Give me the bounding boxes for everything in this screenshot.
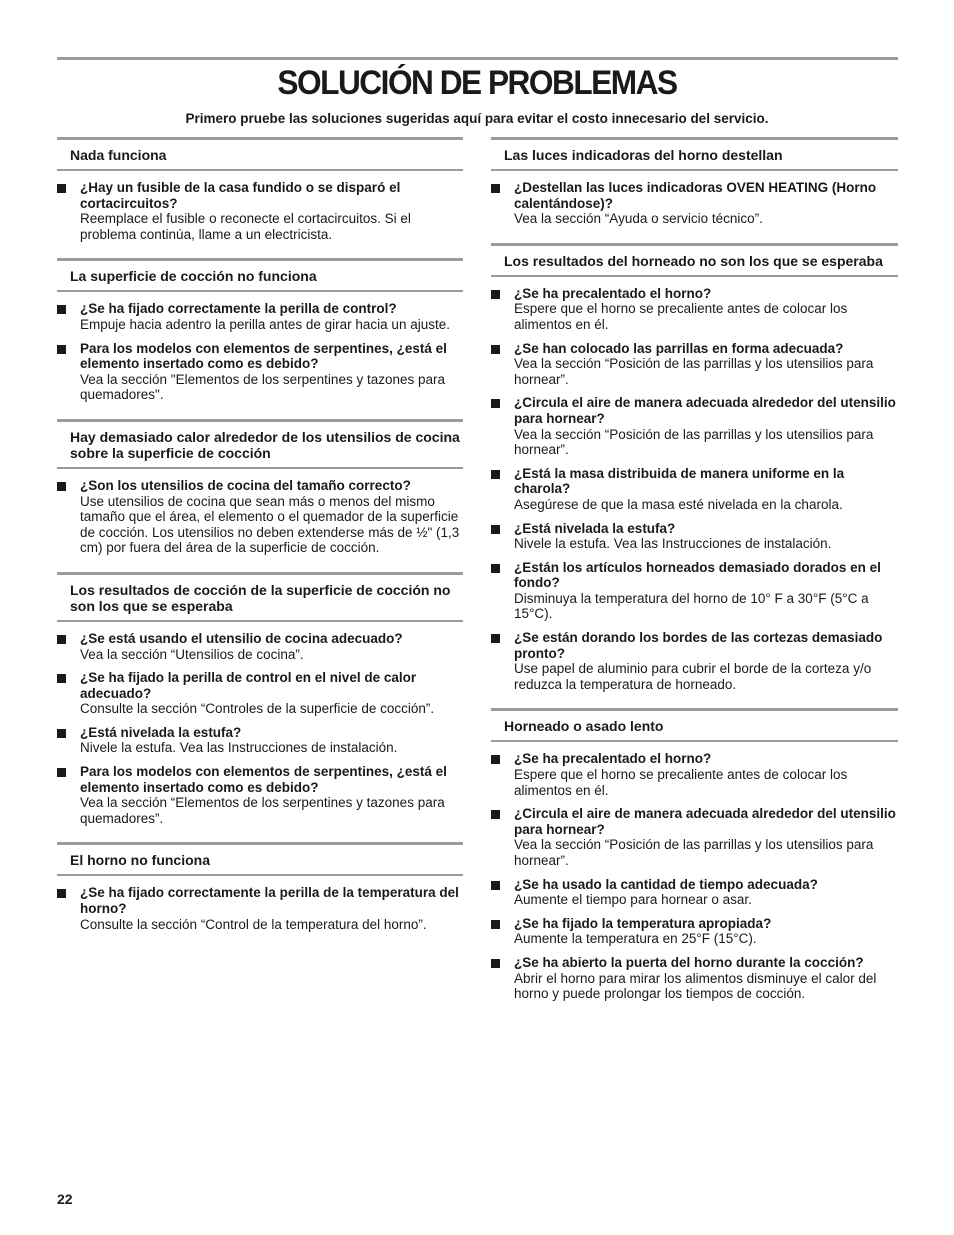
answer-text: Asegúrese de que la masa esté nivelada en la charola. — [514, 496, 843, 512]
section-hay-demasiado-calor-alrededor-de-los-ute — [57, 419, 463, 556]
section-horneado-o-asado-lento — [491, 708, 898, 1001]
square-bullet-icon — [57, 184, 66, 193]
troubleshooting-item — [491, 955, 898, 1002]
question-text: ¿Se ha fijado correctamente la perilla de control? — [80, 301, 397, 317]
troubleshooting-item — [57, 885, 463, 932]
square-bullet-icon — [491, 634, 500, 643]
square-bullet-icon — [491, 564, 500, 573]
troubleshooting-item — [57, 670, 463, 717]
section-heading: Nada funciona — [57, 137, 463, 171]
question-text: ¿Se ha precalentado el horno? — [514, 285, 712, 301]
square-bullet-icon — [491, 399, 500, 408]
section-heading: Los resultados del horneado no son los que se esperaba — [491, 243, 898, 277]
troubleshooting-item — [57, 631, 463, 662]
square-bullet-icon — [491, 881, 500, 890]
troubleshooting-item — [57, 478, 463, 556]
square-bullet-icon — [57, 345, 66, 354]
answer-text: Aumente la temperatura en 25°F (15°C). — [514, 931, 757, 947]
troubleshooting-item — [491, 751, 898, 798]
troubleshooting-item — [491, 395, 898, 457]
section-heading: Las luces indicadoras del horno destellan — [491, 137, 898, 171]
section-los-resultados-del-horneado-no-son-los-q — [491, 243, 898, 693]
square-bullet-icon — [491, 810, 500, 819]
question-text: ¿Se ha precalentado el horno? — [514, 751, 712, 767]
square-bullet-icon — [57, 482, 66, 491]
square-bullet-icon — [491, 184, 500, 193]
question-text: ¿Está nivelada la estufa? — [514, 520, 676, 536]
answer-text: Vea la sección “Elementos de los serpentines y tazones para quemadores”. — [80, 795, 445, 826]
square-bullet-icon — [491, 525, 500, 534]
question-text: ¿Se ha abierto la puerta del horno durante la cocción? — [514, 954, 864, 970]
troubleshooting-item — [57, 301, 463, 332]
section-heading: Los resultados de cocción de la superficie de cocción no son los que se esperaba — [57, 572, 463, 622]
square-bullet-icon — [57, 635, 66, 644]
section-nada-funciona — [57, 137, 463, 242]
section-la-superficie-de-coccion-no-funciona — [57, 258, 463, 403]
answer-text: Abrir el horno para mirar los alimentos disminuye el calor del horno y puede prolongar los tiempos de cocción. — [514, 970, 877, 1002]
answer-text: Empuje hacia adentro la perilla antes de girar hacia un ajuste. — [80, 316, 450, 332]
square-bullet-icon — [491, 470, 500, 479]
answer-text: Espere que el horno se precaliente antes de colocar los alimentos en él. — [514, 767, 848, 798]
question-text: ¿Está la masa distribuida de manera uniforme en la charola? — [514, 465, 845, 497]
square-bullet-icon — [491, 345, 500, 354]
page-subtitle: Primero pruebe las soluciones sugeridas aquí para evitar el costo innecesario del servicio. — [185, 111, 769, 126]
left-column — [57, 137, 463, 948]
top-rule — [57, 57, 898, 60]
answer-text: Vea la sección “Posición de las parrillas y los utensilios para hornear”. — [514, 426, 874, 458]
section-heading: La superficie de cocción no funciona — [57, 258, 463, 292]
square-bullet-icon — [491, 290, 500, 299]
page-number: 22 — [57, 1191, 73, 1207]
question-text: ¿Se ha fijado correctamente la perilla de la temperatura del horno? — [80, 885, 459, 917]
troubleshooting-item — [491, 916, 898, 947]
question-text: ¿Hay un fusible de la casa fundido o se disparó el cortacircuitos? — [80, 180, 401, 211]
answer-text: Vea la sección “Posición de las parrillas y los utensilios para hornear”. — [514, 837, 874, 868]
section-las-luces-indicadoras-del-horno-destella — [491, 137, 898, 227]
answer-text: Vea la sección “Ayuda o servicio técnico”. — [514, 211, 763, 227]
question-text: ¿Se está usando el utensilio de cocina adecuado? — [80, 630, 403, 646]
troubleshooting-item — [491, 630, 898, 692]
question-text: ¿Son los utensilios de cocina del tamaño correcto? — [80, 477, 411, 493]
answer-text: Use papel de aluminio para cubrir el borde de la corteza y/o reduzca la temperatura de horneado. — [514, 661, 872, 692]
answer-text: Vea la sección “Utensilios de cocina”. — [80, 646, 304, 662]
answer-text: Disminuya la temperatura del horno de 10° F a 30°F (5°C a 15°C). — [514, 590, 869, 622]
troubleshooting-item — [57, 180, 463, 242]
answer-text: Vea la sección "Elementos de los serpentines y tazones para quemadores". — [80, 371, 446, 403]
answer-text: Consulte la sección “Control de la temperatura del horno”. — [80, 916, 427, 932]
troubleshooting-item — [491, 466, 898, 513]
section-los-resultados-de-coccion-de-la-superfic — [57, 572, 463, 827]
square-bullet-icon — [491, 755, 500, 764]
question-text: ¿Circula el aire de manera adecuada alrededor del utensilio para hornear? — [514, 395, 896, 426]
troubleshooting-item — [491, 560, 898, 622]
answer-text: Aumente el tiempo para hornear o asar. — [514, 892, 752, 908]
question-text: Para los modelos con elementos de serpentines, ¿está el elemento insertado como es debido? — [80, 764, 447, 795]
troubleshooting-item — [491, 521, 898, 552]
answer-text: Nivele la estufa. Vea las Instrucciones de instalación. — [514, 536, 832, 552]
question-text: ¿Se ha fijado la perilla de control en el nivel de calor adecuado? — [80, 670, 417, 701]
question-text: ¿Está nivelada la estufa? — [80, 724, 242, 740]
troubleshooting-item — [491, 806, 898, 868]
answer-text: Espere que el horno se precaliente antes de colocar los alimentos en él. — [514, 301, 848, 332]
question-text: ¿Se han colocado las parrillas en forma adecuada? — [514, 340, 844, 356]
troubleshooting-item — [57, 764, 463, 826]
question-text: Para los modelos con elementos de serpentines, ¿está el elemento insertado como es debido? — [80, 340, 447, 372]
question-text: ¿Se ha fijado la temperatura apropiada? — [514, 915, 772, 931]
answer-text: Consulte la sección “Controles de la superficie de cocción”. — [80, 701, 435, 717]
troubleshooting-item — [491, 877, 898, 908]
right-column — [491, 137, 898, 1018]
question-text: ¿Destellan las luces indicadoras OVEN HEATING (Horno calentándose)? — [514, 180, 877, 211]
section-el-horno-no-funciona — [57, 842, 463, 932]
square-bullet-icon — [57, 768, 66, 777]
square-bullet-icon — [57, 889, 66, 898]
square-bullet-icon — [57, 305, 66, 314]
answer-text: Vea la sección “Posición de las parrillas y los utensilios para hornear”. — [514, 356, 874, 387]
troubleshooting-item — [57, 341, 463, 403]
square-bullet-icon — [57, 674, 66, 683]
question-text: ¿Se están dorando los bordes de las cortezas demasiado pronto? — [514, 630, 883, 661]
question-text: ¿Circula el aire de manera adecuada alrededor del utensilio para hornear? — [514, 806, 896, 837]
section-heading: Hay demasiado calor alrededor de los utensilios de cocina sobre la superficie de cocción — [57, 419, 463, 469]
question-text: ¿Se ha usado la cantidad de tiempo adecuada? — [514, 876, 818, 892]
square-bullet-icon — [491, 920, 500, 929]
troubleshooting-item — [57, 725, 463, 756]
square-bullet-icon — [491, 959, 500, 968]
section-heading: El horno no funciona — [57, 842, 463, 876]
square-bullet-icon — [57, 729, 66, 738]
answer-text: Use utensilios de cocina que sean más o menos del mismo tamaño que el área, el elemento o el quemador de la superficie de cocción. Los utensilios no deben extenderse más de ½" (1,3 cm) por fuera del área de la superficie de cocción. — [80, 493, 460, 556]
page-title: SOLUCIÓN DE PROBLEMAS — [277, 64, 677, 102]
question-text: ¿Están los artículos horneados demasiado dorados en el fondo? — [514, 559, 881, 591]
troubleshooting-item — [491, 341, 898, 388]
troubleshooting-item — [491, 180, 898, 227]
section-heading: Horneado o asado lento — [491, 708, 898, 742]
answer-text: Reemplace el fusible o reconecte el cortacircuitos. Si el problema continúa, llame a un electricista. — [80, 211, 411, 242]
answer-text: Nivele la estufa. Vea las Instrucciones de instalación. — [80, 740, 398, 756]
troubleshooting-item — [491, 286, 898, 333]
